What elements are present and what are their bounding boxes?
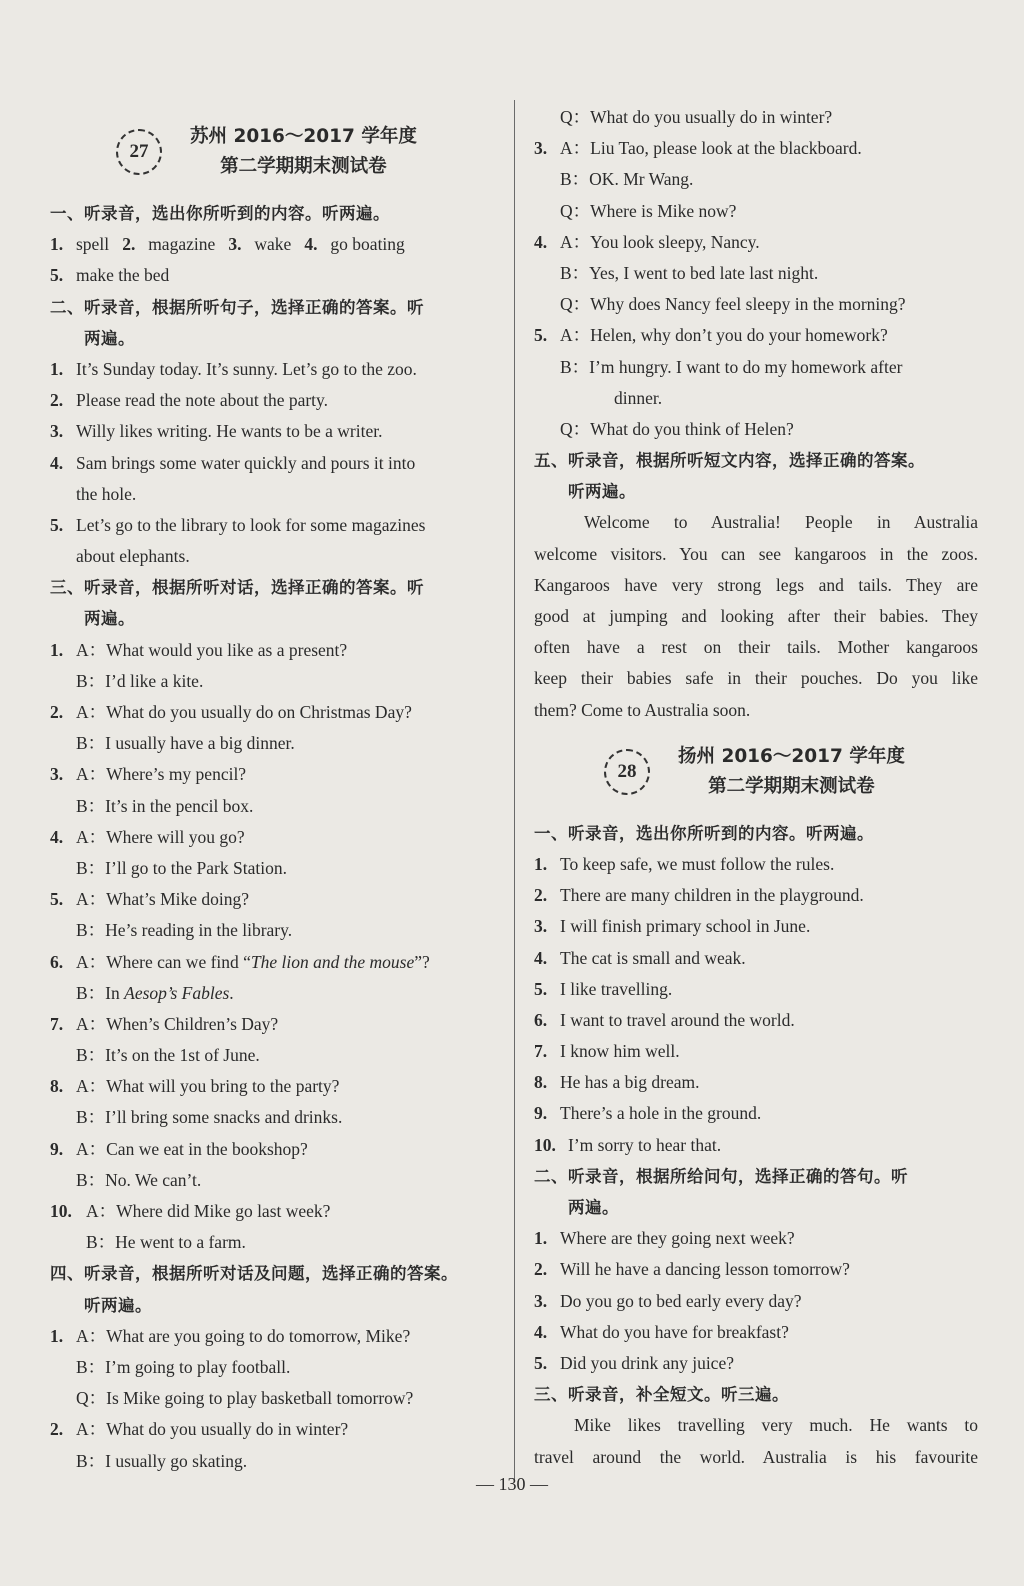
dialog-line-b: B：OK. Mr Wang.	[560, 169, 694, 190]
passage-line: welcome visitors. You can see kangaroos in the zoos.	[534, 543, 978, 564]
passage-line: often have a rest on their tails. Mother kangaroos	[534, 637, 978, 658]
passage-line: them? Come to Australia soon.	[534, 699, 751, 720]
passage-line: Mike likes travelling very much. He wants to	[574, 1415, 978, 1436]
list-item: 3. Do you go to bed early every day?	[534, 1290, 802, 1311]
dialog-line-a: 2. A：What do you usually do on Christmas Day?	[50, 702, 412, 722]
dialog-line-b: B：He’s reading in the library.	[76, 920, 293, 941]
list-item: 3. I will finish primary school in June.	[534, 916, 811, 937]
list-item: 5. make the bed	[50, 265, 170, 286]
dialog-question: Q：What do you usually do in winter?	[560, 107, 833, 127]
section-title: 五、听录音，根据所听短文内容，选择正确的答案。	[534, 451, 925, 471]
dialog-line-a: 2. A：What do you usually do in winter?	[50, 1419, 349, 1440]
list-item: 4. Sam brings some water quickly and pours it into	[50, 452, 416, 473]
dialog-line-a: 3. A：Where’s my pencil?	[50, 764, 247, 785]
dialog-question: Q：Why does Nancy feel sleepy in the morning?	[560, 294, 906, 315]
dialog-line-a: 1. A：What would you like as a present?	[50, 639, 348, 660]
list-item: 3. Willy likes writing. He wants to be a writer.	[50, 421, 383, 442]
dialog-line-a: 5. A：Helen, why don’t you do your homework?	[534, 325, 888, 346]
section-title-cont: 两遍。	[568, 1198, 619, 1217]
passage-line: Kangaroos have very strong legs and tails. They are	[534, 574, 978, 595]
list-item: 4. The cat is small and weak.	[534, 947, 746, 968]
dialog-line-a: 5. A：What’s Mike doing?	[50, 889, 250, 910]
section-title: 二、听录音，根据所给问句，选择正确的答句。听	[534, 1166, 908, 1186]
dialog-line-a: 3. A：Liu Tao, please look at the blackboard.	[534, 138, 862, 159]
list-item: 2. Will he have a dancing lesson tomorrow?	[534, 1259, 850, 1280]
dialog-line-b: B：I’m hungry. I want to do my homework after	[560, 356, 903, 377]
section-title: 四、听录音，根据所听对话及问题，选择正确的答案。	[50, 1264, 458, 1284]
list-item-cont: the hole.	[76, 483, 137, 504]
dialog-question: Q：Is Mike going to play basketball tomorrow?	[76, 1388, 414, 1409]
dialog-line-a: 4. A：You look sleepy, Nancy.	[534, 231, 760, 252]
passage-line: keep their babies safe in their pouches. Do you like	[534, 668, 978, 689]
dialog-line-a: 6. A：Where can we find “The lion and the mouse”?	[50, 951, 430, 972]
section-title: 一、听录音，选出你所听到的内容。听两遍。	[534, 823, 874, 843]
dialog-question: Q：What do you think of Helen?	[560, 418, 794, 439]
section-title-cont: 两遍。	[84, 609, 135, 629]
dialog-line-a: 8. A：What will you bring to the party?	[50, 1076, 340, 1097]
section-title: 一、听录音，选出你所听到的内容。听两遍。	[50, 204, 390, 223]
dialog-line-b: B：I’ll bring some snacks and drinks.	[76, 1107, 343, 1128]
passage-line: travel around the world. Australia is his favourite	[534, 1446, 978, 1467]
list-item-cont: about elephants.	[76, 546, 190, 567]
dialog-line-b: B：It’s in the pencil box.	[76, 795, 254, 816]
list-item: 2. There are many children in the playground.	[534, 885, 864, 906]
list-item: 10. I’m sorry to hear that.	[534, 1134, 722, 1155]
dialog-line-a: 9. A：Can we eat in the bookshop?	[50, 1138, 308, 1159]
dialog-line-a: 4. A：Where will you go?	[50, 826, 245, 847]
test-title-line1: 苏州 2016～2017 学年度	[190, 126, 417, 147]
section-title: 三、听录音，根据所听对话，选择正确的答案。听	[50, 578, 424, 598]
list-item: 6. I want to travel around the world.	[534, 1009, 795, 1030]
section-title-cont: 两遍。	[84, 328, 135, 348]
left-column	[50, 100, 490, 1477]
dialog-line-b: B：He went to a farm.	[86, 1232, 246, 1253]
list-item: 8. He has a big dream.	[534, 1072, 700, 1093]
list-item: 5. Did you drink any juice?	[534, 1352, 734, 1373]
list-item: 7. I know him well.	[534, 1041, 680, 1062]
dialog-line-b: B：I’ll go to the Park Station.	[76, 857, 287, 878]
list-item: 4. What do you have for breakfast?	[534, 1321, 789, 1342]
dialog-line-b: B：It’s on the 1st of June.	[76, 1045, 260, 1066]
list-item: 1. It’s Sunday today. It’s sunny. Let’s go to the zoo.	[50, 358, 417, 379]
section-title-cont: 听两遍。	[84, 1295, 152, 1315]
dialog-line-b: B：No. We can’t.	[76, 1169, 202, 1190]
column-divider	[514, 100, 515, 1480]
list-item: 1. spell 2. magazine 3. wake 4. go boating	[50, 234, 405, 255]
right-column	[534, 102, 978, 1473]
dialog-line-b: B：I’m going to play football.	[76, 1356, 291, 1377]
list-item: 5. Let’s go to the library to look for some magazines	[50, 514, 426, 535]
dialog-line-b-cont: dinner.	[614, 387, 663, 408]
page-number: — 130 —	[476, 1474, 548, 1494]
section-title: 三、听录音，补全短文。听三遍。	[534, 1385, 789, 1405]
list-item: 5. I like travelling.	[534, 978, 673, 999]
test-number-badge: 27	[116, 129, 162, 175]
test-title-line2: 第二学期期末测试卷	[220, 156, 387, 177]
dialog-line-a: 7. A：When’s Children’s Day?	[50, 1013, 279, 1034]
dialog-line-b: B：Yes, I went to bed late last night.	[560, 262, 819, 283]
test-title-line2: 第二学期期末测试卷	[708, 775, 875, 797]
dialog-line-b: B：I usually go skating.	[76, 1450, 248, 1471]
list-item: 1. Where are they going next week?	[534, 1228, 795, 1249]
dialog-line-b: B：I’d like a kite.	[76, 670, 204, 691]
list-item: 1. To keep safe, we must follow the rules.	[534, 853, 835, 874]
test-header-28	[534, 734, 978, 810]
dialog-question: Q：Where is Mike now?	[560, 200, 737, 221]
passage-line: Welcome to Australia! People in Australia	[584, 512, 978, 533]
test-header-27	[50, 114, 490, 190]
section-title: 二、听录音，根据所听句子，选择正确的答案。听	[50, 297, 424, 317]
list-item: 9. There’s a hole in the ground.	[534, 1103, 762, 1124]
section-title-cont: 听两遍。	[568, 482, 636, 502]
dialog-line-a: 10. A：Where did Mike go last week?	[50, 1201, 331, 1221]
dialog-line-a: 1. A：What are you going to do tomorrow, Mike?	[50, 1325, 411, 1346]
list-item: 2. Please read the note about the party.	[50, 390, 329, 411]
test-number-badge: 28	[604, 749, 650, 795]
dialog-line-b: B：In Aesop’s Fables.	[76, 982, 234, 1003]
test-title-line1: 扬州 2016～2017 学年度	[678, 745, 905, 767]
dialog-line-b: B：I usually have a big dinner.	[76, 733, 295, 754]
passage-line: good at jumping and looking after their babies. They	[534, 606, 978, 626]
